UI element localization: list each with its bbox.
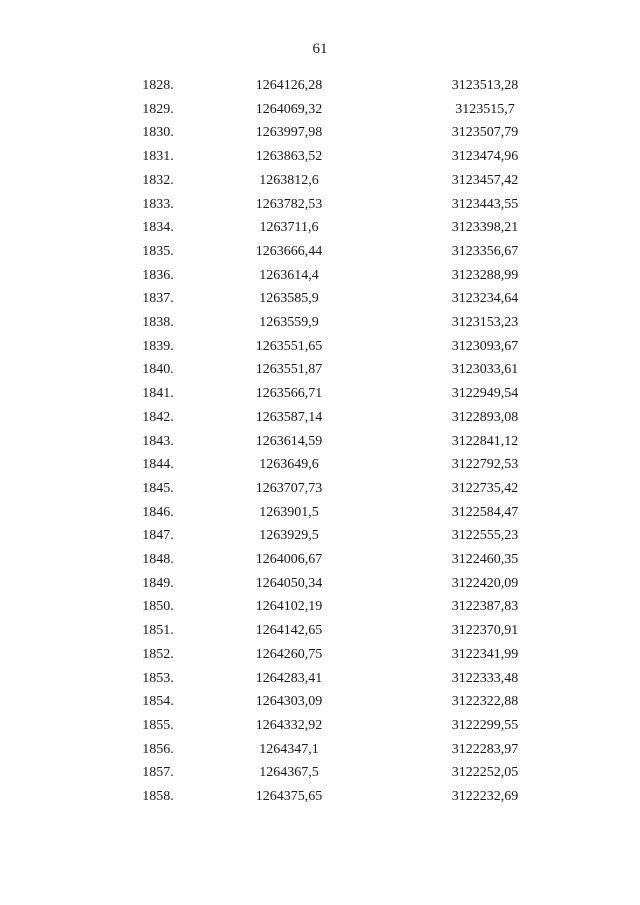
coordinates-table xyxy=(0,74,640,809)
table-row xyxy=(0,264,640,288)
row-spacer xyxy=(588,785,640,809)
point-number-cell: 1852. xyxy=(142,646,174,662)
row-spacer xyxy=(588,548,640,572)
row-spacer xyxy=(588,690,640,714)
table-row xyxy=(0,74,640,98)
row-spacer xyxy=(588,74,640,98)
x-coordinate-cell: 1264303,09 xyxy=(255,694,323,710)
y-coordinate-cell: 3122841,12 xyxy=(451,433,519,449)
x-coordinate-cell: 1264332,92 xyxy=(255,717,323,733)
row-spacer xyxy=(0,785,120,809)
y-coordinate-cell: 3122322,88 xyxy=(451,694,519,710)
x-coordinate-cell: 1264050,34 xyxy=(255,575,323,591)
table-row xyxy=(0,785,640,809)
row-spacer xyxy=(588,643,640,667)
table-row xyxy=(0,169,640,193)
x-coordinate-cell: 1264126,28 xyxy=(255,78,323,93)
row-spacer xyxy=(0,169,120,193)
page-number: 61 xyxy=(312,41,328,57)
table-row xyxy=(0,548,640,572)
row-spacer xyxy=(588,572,640,596)
row-spacer xyxy=(0,264,120,288)
table-row xyxy=(0,287,640,311)
point-number-cell: 1834. xyxy=(142,220,174,236)
table-row xyxy=(0,335,640,359)
row-spacer xyxy=(0,548,120,572)
y-coordinate-cell: 3123356,67 xyxy=(451,243,519,259)
point-number-cell: 1853. xyxy=(142,670,174,686)
x-coordinate-cell: 1264260,75 xyxy=(255,646,323,662)
x-coordinate-cell: 1263812,6 xyxy=(259,172,319,188)
point-number-cell: 1854. xyxy=(142,694,174,710)
table-row xyxy=(0,193,640,217)
point-number-cell: 1856. xyxy=(142,741,174,757)
x-coordinate-cell: 1263901,5 xyxy=(259,504,319,520)
y-coordinate-cell: 3123457,42 xyxy=(451,172,519,188)
row-spacer xyxy=(0,193,120,217)
table-row xyxy=(0,761,640,785)
table-row xyxy=(0,714,640,738)
point-number-cell: 1855. xyxy=(142,717,174,733)
x-coordinate-cell: 1264102,19 xyxy=(255,599,323,615)
y-coordinate-cell: 3122333,48 xyxy=(451,670,519,686)
row-spacer xyxy=(588,501,640,525)
table-row xyxy=(0,619,640,643)
row-spacer xyxy=(0,358,120,382)
x-coordinate-cell: 1263585,9 xyxy=(259,291,319,307)
row-spacer xyxy=(588,714,640,738)
row-spacer xyxy=(0,690,120,714)
point-number-cell: 1843. xyxy=(142,433,174,449)
table-row xyxy=(0,358,640,382)
x-coordinate-cell: 1263649,6 xyxy=(259,457,319,473)
point-number-cell: 1836. xyxy=(142,267,174,283)
table-row xyxy=(0,121,640,145)
y-coordinate-cell: 3122252,05 xyxy=(451,765,519,781)
row-spacer xyxy=(588,145,640,169)
row-spacer xyxy=(0,240,120,264)
point-number-cell: 1831. xyxy=(142,149,174,165)
row-spacer xyxy=(0,643,120,667)
row-spacer xyxy=(588,335,640,359)
x-coordinate-cell: 1263587,14 xyxy=(255,409,323,425)
x-coordinate-cell: 1264006,67 xyxy=(255,552,323,568)
row-spacer xyxy=(588,477,640,501)
y-coordinate-cell: 3122949,54 xyxy=(451,386,519,402)
point-number-cell: 1858. xyxy=(142,789,174,805)
row-spacer xyxy=(0,595,120,619)
row-spacer xyxy=(588,169,640,193)
row-spacer xyxy=(0,619,120,643)
point-number-cell: 1830. xyxy=(142,125,174,141)
point-number-cell: 1833. xyxy=(142,196,174,212)
y-coordinate-cell: 3123507,79 xyxy=(451,125,519,141)
row-spacer xyxy=(0,501,120,525)
table-row xyxy=(0,595,640,619)
x-coordinate-cell: 1264367,5 xyxy=(259,765,319,781)
point-number-cell: 1839. xyxy=(142,338,174,354)
row-spacer xyxy=(0,335,120,359)
table-row xyxy=(0,98,640,122)
y-coordinate-cell: 3122341,99 xyxy=(451,646,519,662)
y-coordinate-cell: 3122370,91 xyxy=(451,623,519,639)
x-coordinate-cell: 1263711,6 xyxy=(259,220,319,236)
point-number-cell: 1850. xyxy=(142,599,174,615)
y-coordinate-cell: 3123398,21 xyxy=(451,220,519,236)
table-row xyxy=(0,738,640,762)
point-number-cell: 1846. xyxy=(142,504,174,520)
row-spacer xyxy=(0,311,120,335)
x-coordinate-cell: 1263614,4 xyxy=(259,267,319,283)
table-row xyxy=(0,477,640,501)
row-spacer xyxy=(588,193,640,217)
table-row xyxy=(0,406,640,430)
x-coordinate-cell: 1263929,5 xyxy=(259,528,319,544)
y-coordinate-cell: 3122584,47 xyxy=(451,504,519,520)
table-row xyxy=(0,572,640,596)
x-coordinate-cell: 1263551,65 xyxy=(255,338,323,354)
y-coordinate-cell: 3123513,28 xyxy=(451,78,519,93)
row-spacer xyxy=(588,98,640,122)
row-spacer xyxy=(0,382,120,406)
y-coordinate-cell: 3122232,69 xyxy=(451,789,519,805)
table-row xyxy=(0,690,640,714)
x-coordinate-cell: 1263863,52 xyxy=(255,149,323,165)
row-spacer xyxy=(588,524,640,548)
x-coordinate-cell: 1264347,1 xyxy=(259,741,319,757)
row-spacer xyxy=(588,619,640,643)
point-number-cell: 1829. xyxy=(142,101,174,117)
table-row xyxy=(0,382,640,406)
row-spacer xyxy=(588,382,640,406)
y-coordinate-cell: 3123288,99 xyxy=(451,267,519,283)
x-coordinate-cell: 1264283,41 xyxy=(255,670,323,686)
table-row xyxy=(0,524,640,548)
point-number-cell: 1844. xyxy=(142,457,174,473)
row-spacer xyxy=(588,595,640,619)
table-row xyxy=(0,216,640,240)
y-coordinate-cell: 3123474,96 xyxy=(451,149,519,165)
table-row xyxy=(0,430,640,454)
row-spacer xyxy=(588,311,640,335)
point-number-cell: 1851. xyxy=(142,623,174,639)
row-spacer xyxy=(0,145,120,169)
point-number-cell: 1832. xyxy=(142,172,174,188)
row-spacer xyxy=(588,667,640,691)
row-spacer xyxy=(0,98,120,122)
y-coordinate-cell: 3122555,23 xyxy=(451,528,519,544)
y-coordinate-cell: 3123093,67 xyxy=(451,338,519,354)
row-spacer xyxy=(588,287,640,311)
point-number-cell: 1841. xyxy=(142,386,174,402)
x-coordinate-cell: 1263782,53 xyxy=(255,196,323,212)
point-number-cell: 1842. xyxy=(142,409,174,425)
y-coordinate-cell: 3122735,42 xyxy=(451,480,519,496)
point-number-cell: 1838. xyxy=(142,315,174,331)
row-spacer xyxy=(588,453,640,477)
point-number-cell: 1840. xyxy=(142,362,174,378)
row-spacer xyxy=(0,216,120,240)
row-spacer xyxy=(0,406,120,430)
row-spacer xyxy=(0,74,120,98)
table-row xyxy=(0,501,640,525)
row-spacer xyxy=(0,287,120,311)
row-spacer xyxy=(0,430,120,454)
row-spacer xyxy=(588,406,640,430)
point-number-cell: 1837. xyxy=(142,291,174,307)
y-coordinate-cell: 3122792,53 xyxy=(451,457,519,473)
table-row xyxy=(0,240,640,264)
row-spacer xyxy=(0,453,120,477)
y-coordinate-cell: 3122420,09 xyxy=(451,575,519,591)
row-spacer xyxy=(588,216,640,240)
point-number-cell: 1845. xyxy=(142,480,174,496)
table-row xyxy=(0,311,640,335)
row-spacer xyxy=(588,738,640,762)
point-number-cell: 1835. xyxy=(142,243,174,259)
y-coordinate-cell: 3123443,55 xyxy=(451,196,519,212)
x-coordinate-cell: 1263666,44 xyxy=(255,243,323,259)
x-coordinate-cell: 1263566,71 xyxy=(255,386,323,402)
x-coordinate-cell: 1263997,98 xyxy=(255,125,323,141)
point-number-cell: 1849. xyxy=(142,575,174,591)
row-spacer xyxy=(0,738,120,762)
y-coordinate-cell: 3123515,7 xyxy=(455,101,515,117)
point-number-cell: 1847. xyxy=(142,528,174,544)
x-coordinate-cell: 1263551,87 xyxy=(255,362,323,378)
row-spacer xyxy=(0,572,120,596)
row-spacer xyxy=(0,524,120,548)
row-spacer xyxy=(588,240,640,264)
x-coordinate-cell: 1263614,59 xyxy=(255,433,323,449)
x-coordinate-cell: 1264375,65 xyxy=(255,789,323,805)
point-number-cell: 1848. xyxy=(142,552,174,568)
point-number-cell: 1857. xyxy=(142,765,174,781)
row-spacer xyxy=(0,477,120,501)
coordinates-table-body xyxy=(0,74,640,809)
row-spacer xyxy=(588,121,640,145)
row-spacer xyxy=(0,667,120,691)
row-spacer xyxy=(0,761,120,785)
row-spacer xyxy=(588,761,640,785)
row-spacer xyxy=(588,430,640,454)
y-coordinate-cell: 3122299,55 xyxy=(451,717,519,733)
row-spacer xyxy=(588,264,640,288)
y-coordinate-cell: 3122460,35 xyxy=(451,552,519,568)
y-coordinate-cell: 3123153,23 xyxy=(451,315,519,331)
table-row xyxy=(0,643,640,667)
x-coordinate-cell: 1264142,65 xyxy=(255,623,323,639)
y-coordinate-cell: 3122893,08 xyxy=(451,409,519,425)
y-coordinate-cell: 3123234,64 xyxy=(451,291,519,307)
x-coordinate-cell: 1264069,32 xyxy=(255,101,323,117)
x-coordinate-cell: 1263707,73 xyxy=(255,480,323,496)
y-coordinate-cell: 3123033,61 xyxy=(451,362,519,378)
point-number-cell: 1828. xyxy=(142,78,174,93)
y-coordinate-cell: 3122283,97 xyxy=(451,741,519,757)
row-spacer xyxy=(0,121,120,145)
y-coordinate-cell: 3122387,83 xyxy=(451,599,519,615)
table-row xyxy=(0,667,640,691)
table-row xyxy=(0,145,640,169)
table-row xyxy=(0,453,640,477)
row-spacer xyxy=(588,358,640,382)
row-spacer xyxy=(0,714,120,738)
x-coordinate-cell: 1263559,9 xyxy=(259,315,319,331)
